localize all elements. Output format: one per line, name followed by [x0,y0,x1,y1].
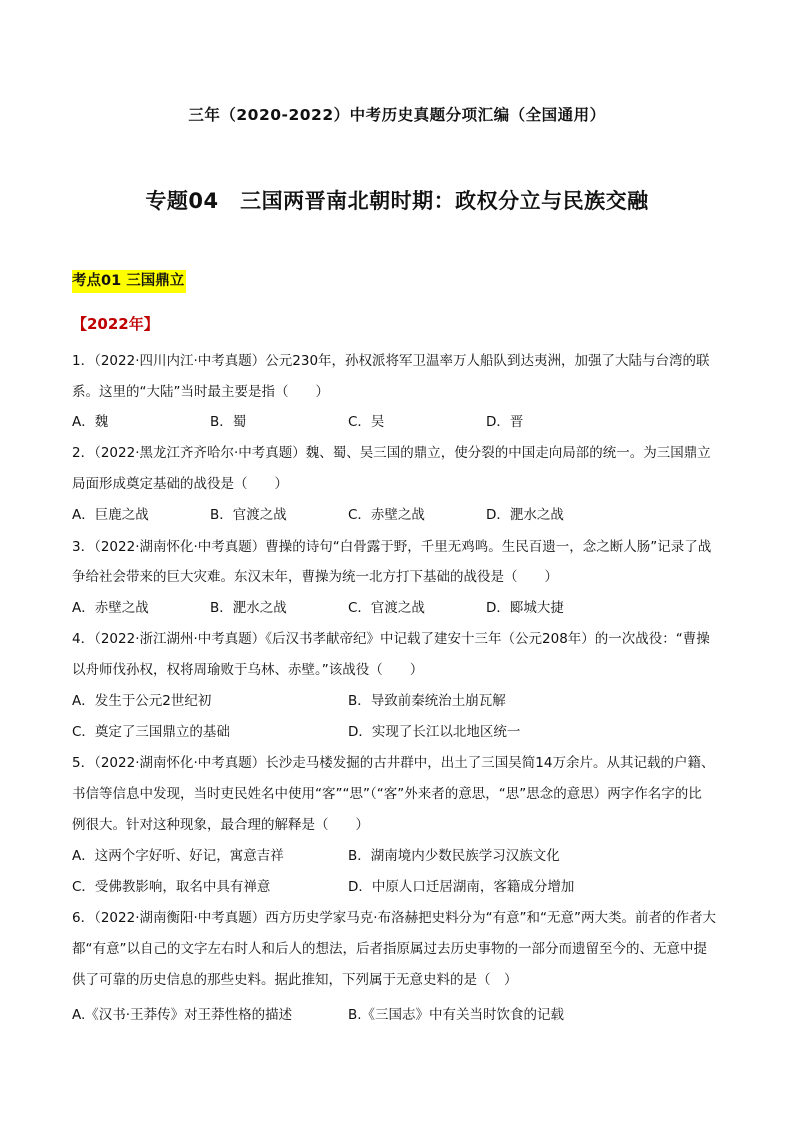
question-6-option-b[interactable]: B.《三国志》中有关当时饮食的记载 [348,1007,565,1023]
kaodian-heading: 考点01 三国鼎立 [72,270,186,293]
question-4-line-1: 4．（2022·浙江湖州·中考真题）《后汉书孝献帝纪》中记载了建安十三年（公元208年）的一次战役：“曹操 [72,631,710,647]
question-3-line-1: 3．（2022·湖南怀化·中考真题）曹操的诗句“白骨露于野，千里无鸡鸣。生民百遗一，念之断人肠”记录了战 [72,539,712,555]
question-2-option-d[interactable]: D．淝水之战 [486,507,564,523]
question-1-option-c[interactable]: C．吴 [348,414,385,430]
question-6-line-3: 供了可靠的历史信息的那些史料。据此推知，下列属于无意史料的是（ ） [72,972,518,988]
question-1-option-a[interactable]: A．魏 [72,414,109,430]
question-6-line-1: 6．（2022·湖南衡阳·中考真题）西方历史学家马克·布洛赫把史料分为“有意”和“无意”两大类。前者的作者大 [72,910,717,926]
question-6-line-2: 都“有意”以自己的文字左右时人和后人的想法，后者指原属过去历史事物的一部分而遗留至今的、无意中提 [72,941,707,957]
series-title: 三年（2020-2022）中考历史真题分项汇编（全国通用） [188,106,606,124]
question-6-option-a[interactable]: A.《汉书·王莽传》对王莽性格的描述 [72,1007,293,1023]
question-4-option-b[interactable]: B．导致前秦统治土崩瓦解 [348,693,506,709]
question-1-option-d[interactable]: D．晋 [486,414,524,430]
question-5-option-a[interactable]: A．这两个字好听、好记，寓意吉祥 [72,848,284,864]
question-2-option-c[interactable]: C．赤壁之战 [348,507,425,523]
question-4-option-c[interactable]: C．奠定了三国鼎立的基础 [72,724,230,740]
question-5-option-c[interactable]: C．受佛教影响，取名中具有禅意 [72,879,271,895]
question-5-option-d[interactable]: D．中原人口迁居湖南，客籍成分增加 [348,879,575,895]
question-3-option-c[interactable]: C．官渡之战 [348,600,425,616]
question-1-option-b[interactable]: B．蜀 [210,414,247,430]
question-1-line-2: 系。这里的“大陆”当时最主要是指（ ） [72,384,329,400]
question-5-option-b[interactable]: B．湖南境内少数民族学习汉族文化 [348,848,560,864]
question-5-line-1: 5．（2022·湖南怀化·中考真题）长沙走马楼发掘的古井群中，出土了三国吴简14万余片。从其记载的户籍、 [72,755,715,771]
question-3-option-b[interactable]: B．淝水之战 [210,600,287,616]
question-3-option-a[interactable]: A．赤壁之战 [72,600,149,616]
question-5-line-2: 书信等信息中发现，当时吏民姓名中使用“客”“思”（“客”外来者的意思，“思”思念的意思）两字作名字的比 [72,786,702,802]
year-heading: 【2022年】 [72,315,159,333]
question-4-line-2: 以舟师伐孙权，权将周瑜败于乌林、赤壁。”该战役（ ） [72,662,424,678]
question-2-option-b[interactable]: B．官渡之战 [210,507,287,523]
question-2-line-1: 2．（2022·黑龙江齐齐哈尔·中考真题）魏、蜀、吴三国的鼎立，使分裂的中国走向局部的统一。为三国鼎立 [72,445,711,461]
question-1-line-1: 1．（2022·四川内江·中考真题）公元230年，孙权派将军卫温率万人船队到达夷洲，加强了大陆与台湾的联 [72,353,710,369]
topic-title: 专题04 三国两晋南北朝时期：政权分立与民族交融 [145,189,649,213]
question-3-option-d[interactable]: D．郾城大捷 [486,600,564,616]
question-4-option-d[interactable]: D．实现了长江以北地区统一 [348,724,521,740]
question-5-line-3: 例很大。针对这种现象，最合理的解释是（ ） [72,817,369,833]
question-4-option-a[interactable]: A．发生于公元2世纪初 [72,693,212,709]
question-2-option-a[interactable]: A．巨鹿之战 [72,507,149,523]
question-2-line-2: 局面形成奠定基础的战役是（ ） [72,476,288,492]
question-3-line-2: 争给社会带来的巨大灾难。东汉末年，曹操为统一北方打下基础的战役是（ ） [72,569,558,585]
